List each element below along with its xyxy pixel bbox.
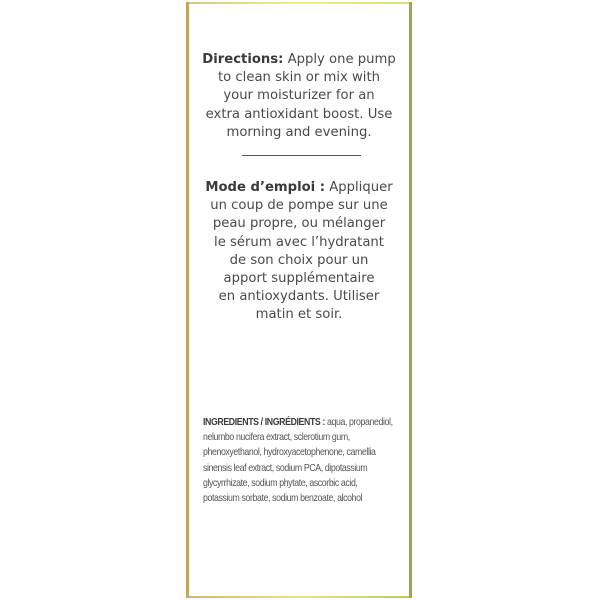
mode-emploi-line: peau propre, ou mélanger — [212, 216, 386, 232]
mode-emploi-line: un coup de pompe sur une — [210, 198, 388, 214]
section-divider — [242, 155, 361, 156]
ingredients-line: glycyrrhizate, sodium phytate, ascorbic acid, — [203, 477, 358, 489]
packaging-panel — [186, 2, 412, 598]
directions-block — [189, 51, 409, 142]
ingredients-line: aqua, propanediol, — [324, 417, 393, 428]
directions-line: Apply one pump — [283, 52, 396, 67]
mode-emploi-line: apport supplémentaire — [223, 271, 375, 287]
directions-heading: Directions: — [202, 52, 284, 67]
mode-emploi-line: matin et soir. — [255, 307, 343, 323]
ingredients-line: phenoxyethanol, hydroxyacetophenone, camellia — [203, 447, 376, 459]
directions-line: your moisturizer for an — [223, 88, 375, 104]
ingredients-heading: INGREDIENTS / INGRÉDIENTS : — [203, 417, 325, 428]
mode-emploi-line: Appliquer — [325, 180, 393, 195]
ingredients-line: nelumbo nucifera extract, sclerotium gum, — [203, 432, 350, 444]
directions-line: extra antioxidant boost. Use — [205, 106, 393, 122]
directions-line: morning and evening. — [226, 124, 372, 140]
ingredients-line: sinensis leaf extract, sodium PCA, dipotassium — [203, 462, 368, 474]
top-edge-line — [189, 2, 409, 4]
ingredients-line: potassium sorbate, sodium benzoate, alcohol — [203, 493, 363, 505]
mode-emploi-line: le sérum avec l’hydratant — [214, 234, 384, 250]
directions-line: to clean skin or mix with — [218, 70, 380, 86]
mode-emploi-heading: Mode d’emploi : — [205, 180, 326, 195]
mode-emploi-block — [189, 179, 409, 325]
mode-emploi-line: en antioxydants. Utiliser — [218, 289, 380, 305]
mode-emploi-line: de son choix pour un — [229, 252, 369, 268]
ingredients-block — [203, 415, 399, 506]
bottom-edge-line — [189, 596, 409, 598]
